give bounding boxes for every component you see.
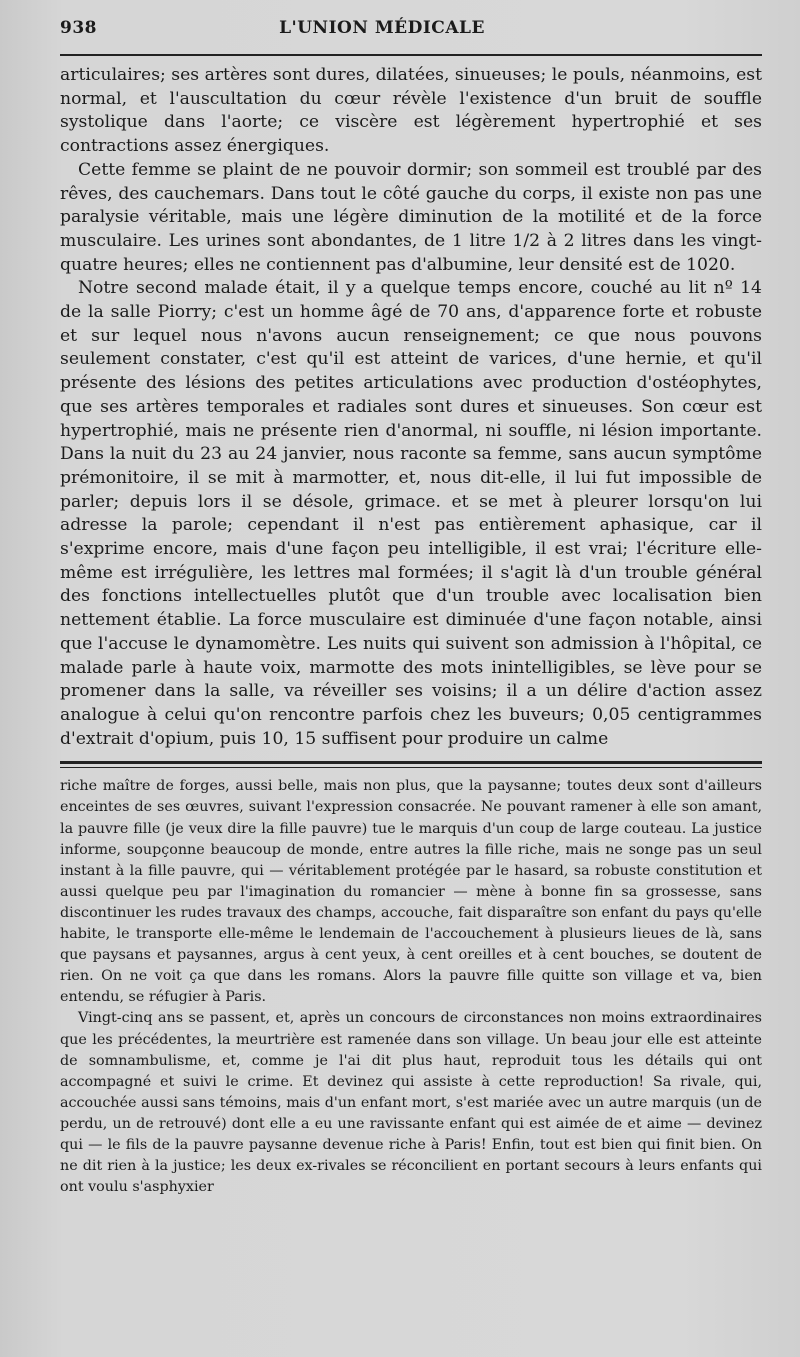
header-rule [60,54,762,56]
main-paragraph: Cette femme se plaint de ne pouvoir dormir; son sommeil est troublé par des rêves, des cauchemars. Dans tout le côté gauche du corps, il existe non pas une paralysie véritable, mais une légère diminution de la motilité et de la force musculaire. Les urines sont abondantes, de 1 litre 1/2 à 2 litres dans les vingt-quatre heures; elles ne contiennent pas d'albumine, leur densité est de 1020. [60,159,762,275]
footnote-separator [60,761,762,768]
main-paragraph: articulaires; ses artères sont dures, dilatées, sinueuses; le pouls, néanmoins, est normal, et l'auscultation du cœur révèle l'existence d'un bruit de souffle systolique dans l'aorte; ce viscère est légèrement hypertrophié et ses contractions assez énergiques. [60,65,762,157]
main-paragraph: Notre second malade était, il y a quelque temps encore, couché au lit nº 14 de la salle Piorry; c'est un homme âgé de 70 ans, d'apparence forte et robuste et sur lequel nous n'avons aucun renseignement; ce que nous pouvons seulement constater, c'est qu'il est atteint de varices, d'une hernie, et qu'il présente des lésions des petites articulations avec production d'ostéophytes, que ses artères temporales et radiales sont dures et sinueuses. Son cœur est hypertrophié, mais ne présente rien d'anormal, ni souffle, ni lésion importante. Dans la nuit du 23 au 24 janvier, nous raconte sa femme, sans aucun symptôme prémonitoire, il se mit à marmotter, et, nous dit-elle, il lui fut impossible de parler; depuis lors il se désole, grimace. et se met à pleurer lorsqu'on lui adresse la parole; cependant il n'est pas entièrement aphasique, car il s'exprime encore, mais d'une façon peu intelligible, il est vrai; l'écriture elle-même est irrégulière, les lettres mal formées; il s'agit là d'un trouble général des fonctions intellectuelles plutôt que d'un trouble avec localisation bien nettement établie. La force musculaire est diminuée d'une façon notable, ainsi que l'accuse le dynamomètre. Les nuits qui suivent son admission à l'hôpital, ce malade parle à haute voix, marmotte des mots inintelligibles, se lève pour se promener dans la salle, va réveiller ses voisins; il a un délire d'action assez analogue à celui qu'on rencontre parfois chez les buveurs; 0,05 centigrammes d'extrait d'opium, puis 10, 15 suffisent pour produire un calme [60,278,762,749]
journal-title: L'UNION MÉDICALE [279,18,485,38]
page-number: 938 [60,18,97,38]
footnote-paragraph: Vingt-cinq ans se passent, et, après un concours de circonstances non moins extraordinaires que les précédentes, la meurtrière est ramenée dans son village. Un beau jour elle est atteinte de somnambulisme, et, comme je l'ai dit plus haut, reproduit tous les détails qui ont accompagné et suivi le crime. Et devinez qui assiste à cette reproduction! Sa rivale, qui, accouchée aussi sans témoins, mais d'un enfant mort, s'est mariée avec un autre marquis (un de perdu, un de retrouvé) dont elle a eu une ravissante enfant qui est aimée de et aime — devinez qui — le fils de la pauvre paysanne devenue riche à Paris! Enfin, tout est bien qui finit bien. On ne dit rien à la justice; les deux ex-rivales se réconcilient en portant secours à leurs enfants qui ont voulu s'asphyxier [60,1010,762,1196]
main-text [60,64,762,751]
footnote-paragraph: riche maître de forges, aussi belle, mais non plus, que la paysanne; toutes deux sont d'ailleurs enceintes de ses œuvres, suivant l'expression consacrée. Ne pouvant ramener à elle son amant, la pauvre fille (je veux dire la fille pauvre) tue le marquis d'un coup de large couteau. La justice informe, soupçonne beaucoup de monde, entre autres la fille riche, mais ne songe pas un seul instant à la fille pauvre, qui — véritablement protégée par le hasard, sa robuste constitution et aussi quelque peu par l'imagination du romancier — mène à bonne fin sa grossesse, sans discontinuer les rudes travaux des champs, accouche, fait disparaître son enfant du pays qu'elle habite, le transporte elle-même le lendemain de l'accouchement à plusieurs lieues de là, sans que paysans et paysannes, argus à cent yeux, à cent oreilles et à cent bouches, se doutent de rien. On ne voit ça que dans les romans. Alors la pauvre fille quitte son village et va, bien entendu, se réfugier à Paris. [60,778,762,1006]
running-header [60,18,762,48]
footnote-text [60,776,762,1198]
